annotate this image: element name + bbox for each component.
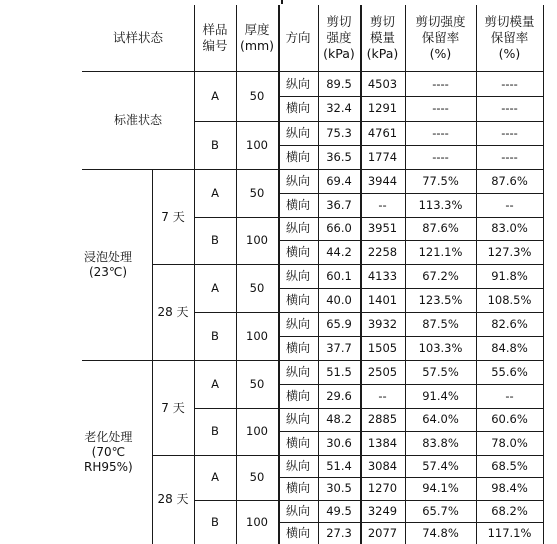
shear-strength-cell: 69.4 [326,174,352,188]
header-thickness: 厚度 (mm) [239,22,275,53]
direction-cell: 横向 [285,341,310,355]
header-sample-no: 样品 编号 [202,22,228,53]
direction-cell: 纵向 [285,76,310,91]
shear-modulus-cell: 4133 [367,268,398,283]
shear-strength-cell: 65.9 [326,316,352,331]
direction-cell: 横向 [285,388,310,403]
strength-retention-cell: 67.2% [422,268,459,283]
modulus-retention-cell: ---- [501,150,518,164]
strength-retention-cell: 83.8% [422,435,459,450]
modulus-retention-cell: 117.1% [487,525,532,540]
sample-id: B [211,514,219,529]
strength-retention-cell: 65.7% [422,503,459,518]
grid-line [194,408,543,409]
direction-cell: 横向 [285,292,310,307]
sample-id: A [211,186,219,200]
grid-line [194,312,543,313]
modulus-retention-cell: 68.2% [491,503,528,518]
thickness-value: 100 [246,514,268,529]
modulus-retention-cell: 98.4% [491,481,528,495]
modulus-retention-cell: -- [505,388,514,403]
direction-cell: 纵向 [285,503,310,518]
shear-strength-cell: 30.6 [326,435,352,450]
sample-id: A [211,470,219,484]
grid-line [476,5,477,544]
direction-cell: 横向 [285,101,310,115]
sample-id: B [211,233,219,247]
thickness-value: 50 [249,470,265,484]
direction-cell: 横向 [285,244,310,259]
strength-retention-cell: 87.6% [422,221,459,235]
shear-modulus-cell: 1774 [367,150,398,164]
strength-retention-cell: ---- [432,125,449,140]
shear-modulus-cell: 1291 [367,101,398,115]
modulus-retention-cell: ---- [501,125,518,140]
strength-retention-cell: 123.5% [418,292,463,307]
strength-retention-cell: ---- [432,76,449,91]
strength-retention-cell: 64.0% [422,412,459,426]
header-shear-modulus: 剪切 模量 (kPa) [366,14,399,61]
shear-modulus-cell: 1384 [367,435,398,450]
shear-strength-cell: 37.7 [326,341,352,355]
shear-modulus-cell: 4503 [367,76,398,91]
direction-cell: 纵向 [285,316,310,331]
shear-strength-cell: 48.2 [326,412,352,426]
strength-retention-cell: 91.4% [422,388,459,403]
shear-modulus-cell: 1505 [367,341,398,355]
grid-line [405,5,406,544]
modulus-retention-cell: 108.5% [487,292,532,307]
thickness-value: 100 [246,424,268,438]
modulus-retention-cell: 127.3% [487,244,532,259]
modulus-retention-cell: 83.0% [491,221,528,235]
grid-line [194,217,543,218]
modulus-retention-cell: 84.8% [491,341,528,355]
shear-strength-cell: 51.5 [326,365,352,379]
thickness-value: 50 [249,88,265,103]
strength-retention-cell: ---- [432,150,449,164]
modulus-retention-cell: 91.8% [491,268,528,283]
strength-retention-cell: ---- [432,101,449,115]
direction-cell: 纵向 [285,221,310,235]
strength-retention-cell: 113.3% [418,197,463,212]
shear-strength-cell: 49.5 [326,503,352,518]
shear-strength-cell: 40.0 [326,292,352,307]
period-28-days: 28 天 [157,492,189,506]
sample-id: A [211,280,219,295]
shear-strength-cell: 29.6 [326,388,352,403]
thickness-value: 50 [249,280,265,295]
modulus-retention-cell: 82.6% [491,316,528,331]
thickness-value: 100 [246,137,268,152]
shear-strength-cell: 32.4 [326,101,352,115]
shear-modulus-cell: 3249 [367,503,398,518]
sample-id: A [211,88,219,103]
period-28-days: 28 天 [157,304,189,319]
thickness-value: 50 [249,186,265,200]
grid-line [152,264,543,265]
thickness-value: 100 [246,233,268,247]
shear-modulus-cell: 4761 [367,125,398,140]
modulus-retention-cell: 55.6% [491,365,528,379]
direction-cell: 纵向 [285,174,310,188]
direction-cell: 纵向 [285,458,310,473]
strength-retention-cell: 103.3% [418,341,463,355]
shear-strength-cell: 66.0 [326,221,352,235]
period-7-days: 7 天 [161,400,185,415]
shear-strength-cell: 27.3 [326,525,352,540]
thickness-value: 50 [249,377,265,391]
period-7-days: 7 天 [161,209,185,224]
shear-modulus-cell: 2077 [367,525,398,540]
shear-modulus-cell: 1401 [367,292,398,307]
shear-modulus-cell: 3951 [367,221,398,235]
shear-strength-cell: 36.5 [326,150,352,164]
direction-cell: 横向 [285,525,310,540]
header-shear-strength: 剪切 强度 (kPa) [323,14,355,61]
grid-line [281,0,283,4]
shear-modulus-cell: 3944 [367,174,398,188]
direction-cell: 纵向 [285,125,310,140]
shear-strength-cell: 36.7 [326,197,352,212]
shear-strength-cell: 89.5 [326,76,352,91]
grid-line [360,5,362,544]
grid-line [152,455,543,456]
shear-modulus-cell: 1270 [367,481,398,495]
grid-line [318,5,319,544]
group-soak-treatment: 浸泡处理 (23℃) [84,250,133,279]
thickness-value: 100 [246,328,268,343]
strength-retention-cell: 121.1% [418,244,463,259]
shear-modulus-cell: -- [378,388,387,403]
grid-line [152,170,153,544]
header-strength-retention: 剪切强度 保留率 (%) [415,14,466,61]
direction-cell: 横向 [285,435,310,450]
direction-cell: 纵向 [285,412,310,426]
sample-id: B [211,424,219,438]
sample-id: A [211,377,219,391]
shear-strength-cell: 75.3 [326,125,352,140]
modulus-retention-cell: ---- [501,101,518,115]
group-standard-state: 标准状态 [113,113,162,127]
direction-cell: 纵向 [285,268,310,283]
modulus-retention-cell: 68.5% [491,458,528,473]
strength-retention-cell: 87.5% [422,316,459,331]
group-aging-treatment: 老化处理 (70℃ RH95%) [84,430,133,474]
header-modulus-retention: 剪切模量 保留率 (%) [484,14,535,61]
grid-line [82,71,543,72]
header-direction: 方向 [285,30,311,45]
strength-retention-cell: 94.1% [422,481,459,495]
shear-modulus-cell: 2885 [367,412,398,426]
direction-cell: 横向 [285,481,310,495]
header-sample-state: 试样状态 [112,30,163,45]
modulus-retention-cell: -- [505,197,514,212]
modulus-retention-cell: ---- [501,76,518,91]
sample-id: B [211,137,219,152]
shear-modulus-cell: 3084 [367,458,398,473]
shear-modulus-cell: -- [378,197,387,212]
grid-line [278,5,280,544]
grid-line [236,5,237,544]
shear-strength-cell: 51.4 [326,458,352,473]
strength-retention-cell: 57.5% [422,365,459,379]
grid-line [194,121,543,122]
strength-retention-cell: 57.4% [422,458,459,473]
grid-line [194,5,195,544]
grid-line [543,5,544,544]
shear-modulus-cell: 2505 [367,365,398,379]
shear-modulus-cell: 2258 [367,244,398,259]
grid-line [194,500,543,501]
direction-cell: 横向 [285,150,310,164]
modulus-retention-cell: 87.6% [491,174,528,188]
modulus-retention-cell: 78.0% [491,435,528,450]
shear-strength-cell: 44.2 [326,244,352,259]
sample-id: B [211,328,219,343]
modulus-retention-cell: 60.6% [491,412,528,426]
shear-modulus-cell: 3932 [367,316,398,331]
direction-cell: 横向 [285,197,310,212]
shear-strength-cell: 30.5 [326,481,352,495]
strength-retention-cell: 74.8% [422,525,459,540]
strength-retention-cell: 77.5% [422,174,459,188]
direction-cell: 纵向 [285,365,310,379]
shear-strength-cell: 60.1 [326,268,352,283]
